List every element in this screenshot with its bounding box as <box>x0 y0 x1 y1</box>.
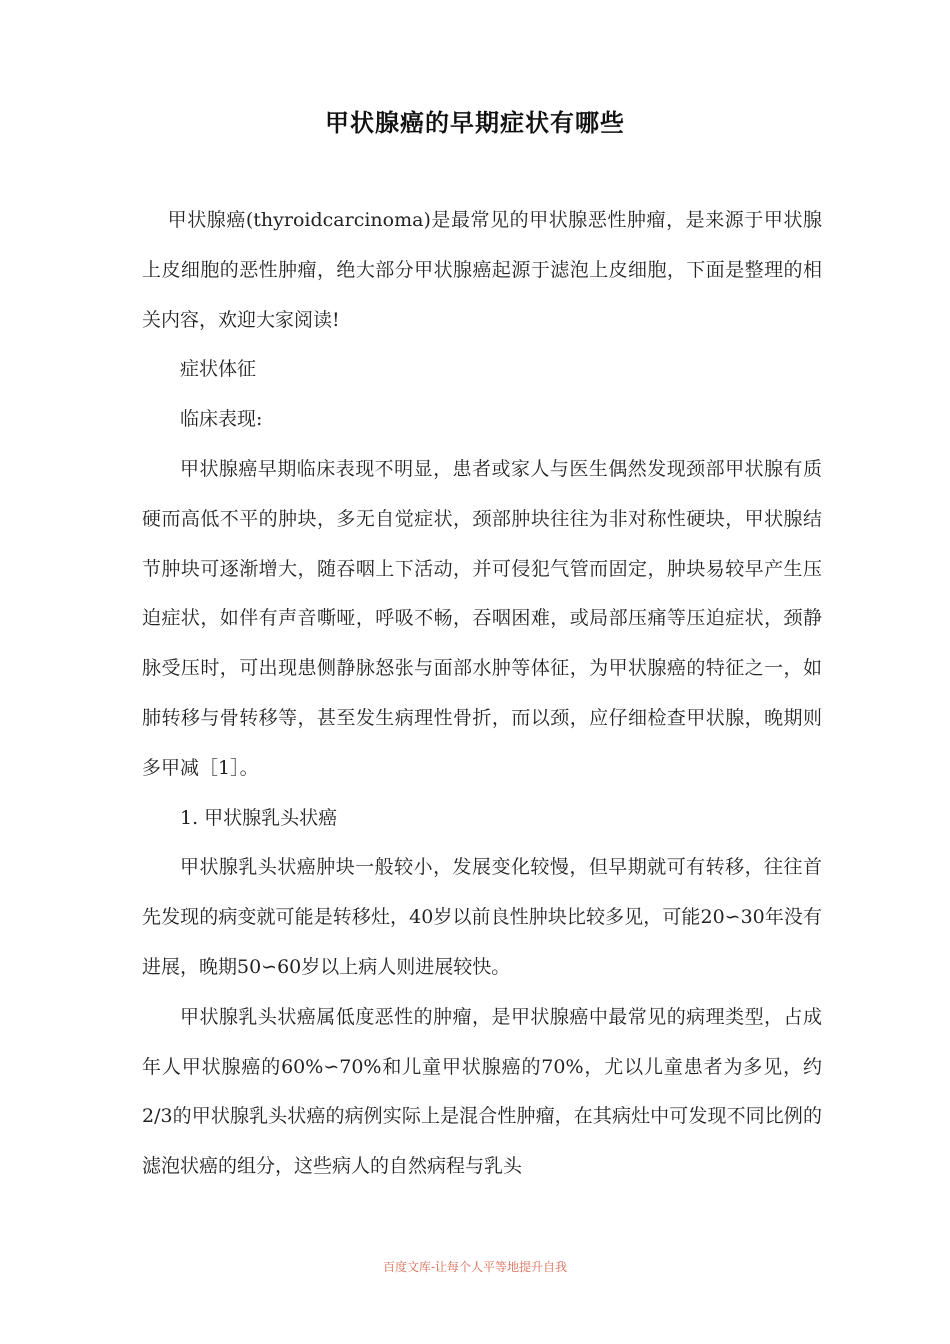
clinical-paragraph: 甲状腺癌早期临床表现不明显，患者或家人与医生偶然发现颈部甲状腺有质硬而高低不平的肿块，多无自觉症状，颈部肿块往往为非对称性硬块，甲状腺结节肿块可逐渐增大，随吞咽上下活动，并可侵犯气管而固定，肿块易较早产生压迫症状，如伴有声音嘶哑，呼吸不畅，吞咽困难，或局部压痛等压迫症状，颈静脉受压时，可出现患侧静脉怒张与面部水肿等体征，为甲状腺癌的特征之一，如肺转移与骨转移等，甚至发生病理性骨折，而以颈，应仔细检查甲状腺，晚期则多甲减［1］。 <box>142 457 822 779</box>
papillary-paragraph-2: 甲状腺乳头状癌属低度恶性的肿瘤，是甲状腺癌中最常见的病理类型，占成年人甲状腺癌的60%∽70%和儿童甲状腺癌的70%，尤以儿童患者为多见，约2/3的甲状腺乳头状癌的病例实际上是混合性肿瘤，在其病灶中可发现不同比例的滤泡状癌的组分，这些病人的自然病程与乳头 <box>142 1005 822 1178</box>
section-heading-symptoms: 症状体征 <box>180 358 257 381</box>
intro-paragraph: 甲状腺癌(thyroidcarcinoma)是最常见的甲状腺恶性肿瘤，是来源于甲状腺上皮细胞的恶性肿瘤，绝大部分甲状腺癌起源于滤泡上皮细胞，下面是整理的相关内容，欢迎大家阅读! <box>142 209 822 331</box>
subheading-clinical: 临床表现: <box>180 408 263 431</box>
subheading-papillary: 1. 甲状腺乳头状癌 <box>180 806 338 829</box>
page-footer: 百度文库-让每个人平等地提升自我 <box>382 1260 568 1274</box>
document-title: 甲状腺癌的早期症状有哪些 <box>325 109 625 137</box>
document-body <box>142 196 822 1192</box>
papillary-paragraph-1: 甲状腺乳头状癌肿块一般较小，发展变化较慢，但早期就可有转移，往往首先发现的病变就可能是转移灶，40岁以前良性肿块比较多见，可能20∽30年没有进展，晚期50∽60岁以上病人则进展较快。 <box>142 856 822 978</box>
